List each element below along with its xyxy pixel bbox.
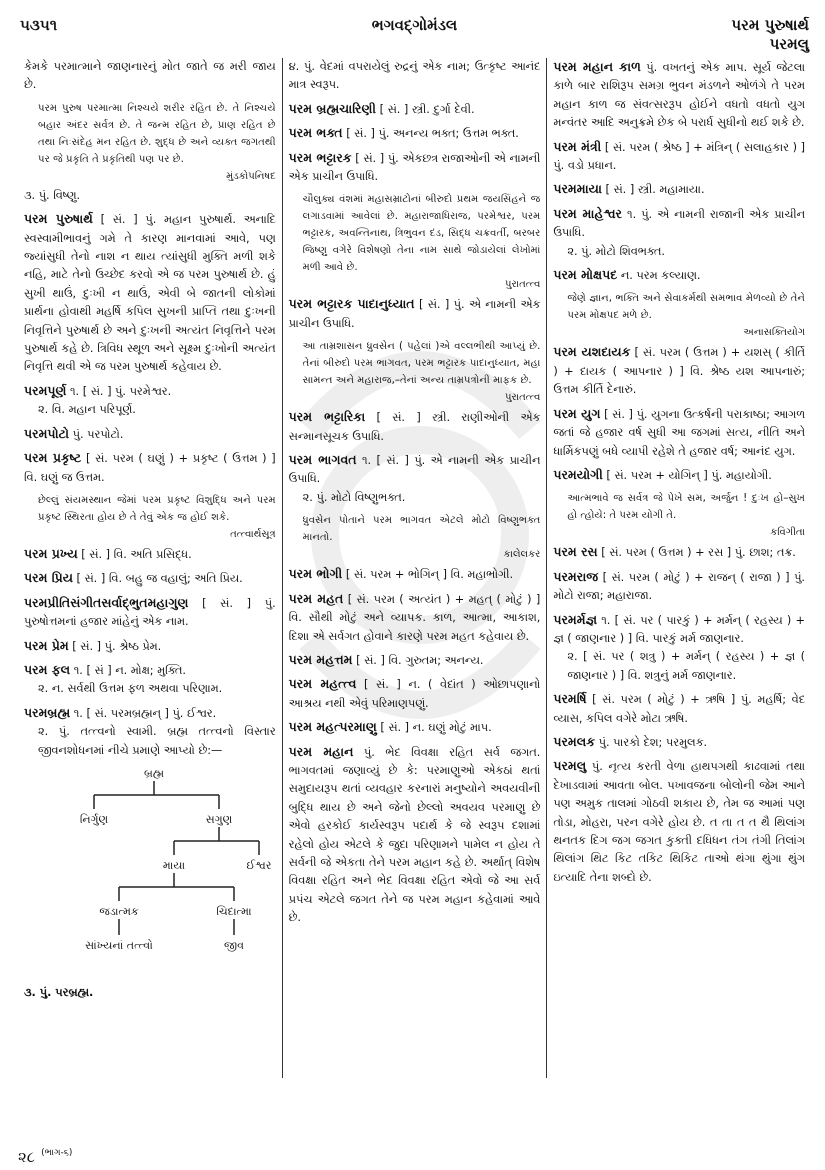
dictionary-entry: [553, 58, 805, 133]
column-1: [18, 58, 282, 1078]
dictionary-entry: [289, 58, 541, 95]
dictionary-entry: [24, 58, 276, 95]
citation-quote: [289, 338, 541, 406]
citation-quote: [289, 512, 541, 563]
dictionary-entry: [289, 295, 541, 333]
entry-headword: પરમ મોક્ષપદ: [553, 267, 618, 283]
entry-headword: પરમ મહત્પરમાણુ: [288, 719, 377, 735]
dictionary-entry: [289, 124, 541, 143]
entry-definition: [ સં. પરમ + ભોગિન્ ] વિ. મહાભોગી.: [345, 568, 514, 582]
entry-definition: [ સં. ] સ્ત્રી. રાણીઓની એક સન્માનસૂચક ઉપાધિ.: [288, 411, 541, 443]
entry-definition: [ સં. પરમ ( ઉત્તમ ) + યશસ્ ( કીર્તિ ) + દાયક ( આપનાર ) ] વિ. શ્રેષ્ઠ યશ આપનારું; ઉત્તમ કીર્તિ દેનારું.: [553, 346, 806, 397]
entry-sub-sense: ૨. પું. મોટો વિષ્ણુભક્ત.: [302, 490, 406, 504]
dictionary-entry: [553, 690, 805, 728]
entry-definition: [ સં. ] ન. ઘણું મોટું માપ.: [380, 721, 492, 735]
dictionary-entry: [24, 545, 276, 564]
quote-text: આ તામ્રશાસન ધ્રુવસેન ( પહેલાં )એ વલ્લભીથી આપ્યું છે. તેનાં બીરુદો પરમ ભાગવત, પરમ ભટ્ટારક પાદાનુધ્યાત, મહા સામન્ત અને મહારાજ,–તેનાં અન્ય તામ્રપત્રોની માફક છે.: [302, 341, 541, 387]
quote-text: જેણે જ્ઞાન, ભક્તિ અને સેવાકર્મથી સમભાવ મેળવ્યો છે તેને પરમ મોક્ષપદ મળે છે.: [567, 293, 806, 322]
entry-headword: પરમ રસ: [553, 544, 598, 560]
entry-sub-sense: ૨. પું. તત્ત્વનો સ્વામી. બ્રહ્મ તત્ત્વનો વિસ્તાર જીવનશોધનમાં નીચે પ્રમાણે આપ્યો છે:—: [38, 725, 276, 757]
dictionary-entry: [289, 743, 541, 928]
entry-definition: [ સં. પરમ ( મોટું ) + રાજન્ ( રાજા ) ] પું. મોટો રાજા; મહારાજા.: [553, 570, 806, 603]
entry-headword: પરમપોટો: [24, 425, 70, 441]
guide-word-first: પરમ પુરુષાર્થ: [731, 16, 809, 34]
citation-quote: [289, 191, 541, 293]
dictionary-entry: [553, 343, 805, 399]
entry-definition: [ સં. પરમ ( અત્યંત ) + મહત્ ( મોટું ) ] વિ. સૌથી મોટું અને વ્યાપક. કાળ, આત્મા, આકાશ, દિશા એ સર્વગત હોવાને કારણે પરમ મહત કહેવાય છે.: [288, 592, 541, 643]
entry-definition: ન. પરમ કલ્યાણ.: [620, 269, 701, 283]
entry-definition: ૧. [ સં ] ન. મોક્ષ; મુક્તિ.: [73, 663, 186, 677]
entry-headword: પરમલુ: [553, 758, 587, 774]
entry-definition: [ સં. ] પું. અનન્ય ભક્ત; ઉત્તમ ભક્ત.: [346, 127, 519, 141]
entry-headword: પરમર્ષિ: [553, 691, 587, 707]
entry-definition: ૧. [ સં. પરમબ્રહ્મન્ ] પું. ઈશ્વર.: [73, 706, 217, 720]
dictionary-entry: [24, 210, 276, 377]
tree-node: સાંખ્યનાં તત્ત્વો: [85, 938, 153, 952]
entry-headword: પરમ પુરુષાર્થ: [24, 211, 93, 227]
entry-definition: [ સં. ] પું. મહાન પુરુષાર્થ. અનાદિ સ્વસ્વામીભાવનું ગમે તે કારણ માનવામાં આવે, પણ જ્યાંસુધી તેનો નાશ ન થાય ત્યાંસુધી મુક્તિ મળી શકે નહિ, માટે તેનો ઉચ્છેદ કરવો એ જ પરમ પુરુષાર્થ છે. હું સુખી થાઉં, દુઃખી ન થાઉં, એવી બે જાતની લોકોમાં પ્રાર્થના હોવાથી મહર્ષિ કપિલ સુખની પ્રાપ્તિ તથા દુઃખની નિવૃત્તિને પુરુષાર્થ છે અને દુઃખની અત્યંત નિવૃત્તિને પરમ પુરુષાર્થ કહે છે. ત્રિવિધ સ્થૂળ અને સૂક્ષ્મ દુઃખોની અત્યંત નિવૃત્તિ થવી એ જ પરમ પુરુષાર્થ કહેવાય છે.: [24, 213, 276, 374]
dictionary-entry: [553, 543, 805, 562]
dictionary-entry: [24, 382, 276, 420]
entry-headword: પરમપ્રીતિસંગીતસર્વાદ્ભુતમહાગુણ: [24, 594, 189, 610]
entry-definition: [ સં. ] પું. પુરુષોત્તમનાં હજાર માંહેનું એક નામ.: [24, 596, 276, 629]
entry-headword: પરમ મહત્ત્વ: [288, 676, 357, 692]
dictionary-entry: [553, 205, 805, 261]
page-range: ૫૩૫૧: [20, 16, 58, 34]
dictionary-entry: [24, 594, 276, 632]
dictionary-entry: [553, 180, 805, 199]
entry-headword: પરમ મહાન કાળ: [553, 59, 641, 74]
entry-headword: પરમ માહેશ્વર: [553, 205, 622, 221]
entry-definition: પું. ભેદ વિવક્ષા રહિત સર્વ જગત. ભાગવતમાં જણાવ્યું છે કે: પરમાણુઓ એકઠાં થતાં સમુદાયરૂપ થતાં વ્યવહાર કરનારાં મનુષ્યોને અવયવીની બુદ્ધિ થાય છે અને જેનો છેલ્લો અવયવ પરમાણુ છે એવો હરકોઈ કાર્યસ્વરૂપ પદાર્થ કે જે સ્વરૂપ દશામાં રહેલો હોય એટલે કે જુદા પરિણામને પામેલ ન હોય તે સર્વની જે એકતા તેને પરમ મહાન કહે છે. અર્થાત્ વિશેષ વિવક્ષા રહિત અને ભેદ વિવક્ષા રહિત એવો જે આ સર્વ પ્રપંચ એટલે જગત તેને જ પરમ મહાન કહેવામાં આવે છે.: [288, 745, 541, 925]
entry-definition: ૧. [ સં. ] પું. પરમેશ્વર.: [70, 384, 172, 398]
entry-headword: પરમ પ્રકૃષ્ટ: [24, 450, 82, 466]
entry-definition: [ સં. ] સ્ત્રી. દુર્ગા દેવી.: [379, 102, 475, 116]
dictionary-entry: [553, 266, 805, 285]
entry-headword: પરમ મહાન: [288, 743, 354, 759]
dictionary-entry: [289, 408, 541, 446]
entry-sense-3: ૩. પું. પરબ્રહ્મ.: [24, 985, 94, 999]
guide-words: [731, 16, 809, 54]
page-number: ૨૮: [18, 1148, 36, 1166]
entry-definition: ૧. [ સં. પર ( પારકું ) + મર્મન્ ( રહસ્ય ) + જ્ઞ ( જાણનાર ) ] વિ. પારકું મર્મ જાણનાર.: [553, 613, 806, 645]
entry-definition: ૩. પું. વિષ્ણુ.: [24, 188, 81, 202]
tree-node: માયા: [162, 858, 186, 872]
entry-definition: [ સં. પરમ ( ઉત્તમ ) + રસ ] પું. છાશ; તક્ર.: [601, 546, 796, 560]
entry-definition: [ સં. ] પું. એકછત્ર રાજાઓની એ નામની એક પ્રાચીન ઉપાધિ.: [288, 151, 541, 184]
entry-definition: ૪. પું. વેદમાં વપરાયેલું રુદ્રનું એક નામ; ઉત્કૃષ્ટ આનંદ માત્ર સ્વરૂપ.: [288, 60, 541, 92]
citation-source: કવિગીતા: [770, 527, 806, 539]
tree-node: જડાત્મક: [99, 904, 139, 918]
entry-headword: પરમબ્રહ્મ: [24, 704, 71, 720]
dictionary-entry: [24, 425, 276, 444]
citation-source: કાલેલકર: [503, 549, 541, 561]
tree-node: નિર્ગુણ: [79, 812, 109, 826]
entry-definition: [ સં. પરમ ( ઘણું ) + પ્રકૃષ્ટ ( ઉત્તમ ) ] વિ. ઘણું જ ઉત્તમ.: [24, 452, 276, 484]
entry-definition: [ સં. ] પું. યુગના ઉત્કર્ષની પરાકાષ્ઠા; આગળ જતાં જે હજાર વર્ષ સુધી આ જગમાં સત્ય, નીતિ અને ધાર્મિકપણું બધે વ્યાપી રહેશે તે હજાર વર્ષ; આનંદ યુગ.: [553, 407, 806, 458]
entry-definition: પું. નૃત્ય કરતી વેળા હાથપગથી કાઢવામાં તથા દેખાડવામાં આવતા બોલ. પખાવજના બોલોની જેમ આને પણ અમુક તાલમાં ગોઠવી શકાય છે, તેમ જ આમાં પણ તોડા, મોહરા, પરન વગેરે હોય છે. ત તા ત ત થૈ થિલાંગ થનતક દિગ જગ જગત કુક્તી દધિધન તંગ તંગી તિલાંગ થિલાંગ થિટ કિટ તકિટ થિકિટ તાઓ થંગા થુંગા થુંગ ઇત્યાદિ તેના શબ્દો છે.: [553, 760, 806, 884]
entry-definition: [ સં. પરમ ( શ્રેષ્ઠ ] + મંત્રિન્ ( સલાહકાર ) ] પું. વડો પ્રધાન.: [553, 140, 806, 173]
entry-definition: પું. પારકો દેશ; પરમુલક.: [598, 735, 708, 749]
book-title: ભગવદ્ગોમંડલ: [371, 16, 458, 34]
entry-definition: [ સં. ] પું. શ્રેષ્ઠ પ્રેમ.: [72, 639, 162, 653]
entry-sub-sense: ૨. વિ. મહાન પરિપૂર્ણ.: [38, 403, 136, 417]
entry-definition: [ સં. ] ન. ( વેદાંત ) ઓછાપણાનો આશ્રય નથી એવું પરિમાણપણું.: [288, 678, 541, 710]
entry-definition: ૧. [ સં. ] પું. એ નામની એક પ્રાચીન ઉપાધિ.: [288, 454, 541, 486]
entry-headword: પરમ પ્રખ્ય: [24, 545, 78, 561]
entry-headword: પરમ પ્રિય: [24, 570, 73, 586]
dictionary-entry: [553, 138, 805, 176]
entry-headword: પરમ ભાગવત: [288, 452, 357, 468]
dictionary-entry: [553, 568, 805, 606]
quote-text: ચૌલુક્ય વંશમાં મહાસમ્રાટોનાં બીરુદો પ્રથમ જયસિંહને જ લગાડવામાં આવેલાં છે. મહારાજાધિરાજ, પરમેશ્વર, પરમ ભટ્ટારક, અવન્તિનાથ, ત્રિભુવન દંડ, સિદ્ધ ચક્રવર્તી, બરબર જિષ્ણુ વગેરે વિશેષણો તેના નામ સાથે જોડાયેલાં લેખોમાં મળી આવે છે.: [302, 194, 541, 274]
entry-headword: પરમ ભટ્ટારક પાદાનુધ્યાત: [288, 296, 415, 312]
dictionary-entry: [289, 149, 541, 187]
citation-quote: [24, 492, 276, 543]
guide-word-last: પરમલુ: [769, 35, 809, 53]
quote-text: છેલ્લું સંયમસ્થાન જેમાં પરમ પ્રકૃષ્ટ વિશુદ્ધિ અને પરમ પ્રકૃષ્ટ સ્થિરતા હોય છે તે તેવું એક જ હોઈ શકે.: [38, 494, 276, 523]
tree-node: બ્રહ્મ: [144, 766, 164, 780]
entry-sub-sense: ૨. પું. મોટો શિવભક્ત.: [567, 244, 665, 258]
entry-headword: પરમ ભટ્ટારક: [288, 149, 352, 165]
entry-headword: પરમપૂર્ણ: [24, 382, 67, 398]
entry-headword: પરમ મંત્રી: [553, 138, 602, 154]
citation-source: પુરાતત્ત્વ: [505, 392, 541, 404]
entry-headword: પરમમાયા: [553, 181, 602, 197]
dictionary-entry: [553, 405, 805, 461]
entry-definition: પું. પરપોટો.: [72, 427, 124, 441]
citation-source: મુંડકોપનિષદ: [226, 170, 276, 182]
entry-definition: [ સં. ] વિ. ગુરુતમ; અનન્ય.: [356, 653, 484, 667]
citation-source: તત્ત્વાર્થસૂત્ર: [230, 528, 276, 540]
citation-quote: [24, 100, 276, 185]
dictionary-entry: [24, 661, 276, 699]
entry-headword: પરમ ભટ્ટારિકા: [288, 409, 366, 425]
entry-definition: પું. વખતનું એક માપ. સૂર્ય જેટલા કાળે બાર રાશિરૂપ સમગ્ર ભુવન મંડળને ઓળંગે તે પરમ મહાન કાળ જ સંવત્સરરૂપ હોઈને વધતો વધતો યુગ મન્વંતર આદિ અનુક્રમે છેક બે પરાર્ધ સુધીનો થઈ શકે છે.: [553, 61, 806, 130]
entry-headword: પરમર્મજ્ઞ: [553, 611, 598, 627]
quote-text: ધ્રુવસેન પોતાને પરમ ભાગવત એટલે મોટો વિષ્ણુભક્ત માનતો.: [302, 515, 541, 544]
dictionary-columns: [18, 58, 811, 1078]
dictionary-entry: [289, 590, 541, 646]
dictionary-entry: [289, 718, 541, 737]
volume-label: (ભાગ-૬): [41, 1148, 73, 1158]
dictionary-entry: [553, 757, 805, 887]
entry-definition: [ સં. પરમ + યોગિન્ ] પું. મહાયોગી.: [606, 468, 772, 482]
entry-definition: [ સં. પરમ ( મોટું ) + ઋષિ ] પું. મહર્ષિ; વેદ વ્યાસ, કપિલ વગેરે મોટા ઋષિ.: [553, 693, 806, 725]
column-2: [282, 58, 547, 1078]
entry-headword: પરમ યશદાયક: [553, 344, 631, 360]
page-footer: [18, 1148, 72, 1166]
quote-text: આત્મભાવે જ સર્વત્ર જે પેખે સમ, અર્જુન ! દુઃખ હો–સુખ હો ત્હોયે: તે પરમ યોગી તે.: [567, 493, 806, 522]
entry-headword: પરમ ભક્ત: [288, 125, 343, 141]
entry-headword: પરમ મહત: [288, 590, 344, 606]
entry-sub-sense: ૨. [ સં. પર ( શત્રુ ) + મર્મન્ ( રહસ્ય ) + જ્ઞ ( જાણનાર ) ] વિ. શત્રુનું મર્મ જાણનાર.: [567, 650, 806, 682]
entry-definition: ૧. પું. એ નામની રાજાની એક પ્રાચીન ઉપાધિ.: [553, 207, 806, 240]
entry-headword: પરમરાજ: [553, 568, 599, 584]
tree-node: સગુણ: [205, 812, 233, 826]
entry-headword: પરમ બ્રહ્મચારિણી: [288, 100, 376, 116]
dictionary-entry: [24, 449, 276, 487]
entry-headword: પરમ પ્રેમ: [24, 637, 69, 653]
entry-definition: [ સં. ] સ્ત્રી. મહામાયા.: [605, 183, 705, 197]
entry-definition: કેમકે પરમાત્માને જાણનારનું મોત જાતે જ મરી જાય છે.: [24, 60, 276, 92]
tree-node: ચિદાત્મા: [216, 904, 252, 918]
dictionary-entry: [289, 565, 541, 584]
entry-definition: [ સં. ] પું. એ નામની એક પ્રાચીન ઉપાધિ.: [288, 298, 541, 330]
dictionary-entry: [24, 637, 276, 656]
entry-headword: પરમ મહત્તમ: [288, 651, 353, 667]
page-header: [20, 14, 809, 54]
entry-sub-sense: ૨. ન. સર્વથી ઉત્તમ ફળ અથવા પરિણામ.: [38, 682, 223, 696]
dictionary-entry: [553, 466, 805, 485]
column-3: [546, 58, 811, 1078]
dictionary-entry: [553, 611, 805, 686]
brahma-tree-diagram: [24, 765, 276, 980]
entry-headword: પરમ યુગ: [553, 405, 601, 421]
quote-text: પરમ પુરુષ પરમાત્મા નિશ્ચયે શરીર રહિત છે. તે નિશ્ચયે બહાર અંદર સર્વત્ર છે. તે જન્મ રહિત છે, પ્રાણ રહિત છે તથા નિઃસંદેહ મન રહિત છે. શુદ્ધ છે અને વ્યક્ત જગતથી પર જે પ્રકૃતિ તે પ્રકૃતિથી પણ પર છે.: [38, 102, 276, 165]
entry-headword: પરમ ભોગી: [288, 566, 343, 582]
dictionary-entry: [24, 187, 276, 205]
tree-node: જીવ: [224, 938, 244, 952]
entry-headword: પરમયોગી: [553, 466, 603, 482]
dictionary-entry: [289, 675, 541, 713]
entry-definition: [ સં. ] વિ. અતિ પ્રસિદ્ધ.: [81, 547, 192, 561]
citation-quote: [553, 290, 805, 341]
entry-definition: [ સં. ] વિ. બહુ જ વહાલું; અતિ પ્રિય.: [76, 572, 243, 586]
citation-source: અનાસક્તિયોગ: [743, 327, 806, 339]
citation-quote: [553, 490, 805, 541]
tree-node: ઈશ્વર: [246, 858, 272, 872]
dictionary-entry: [289, 651, 541, 670]
dictionary-entry: [24, 704, 276, 760]
dictionary-entry: [553, 733, 805, 752]
citation-source: પુરાતત્ત્વ: [505, 279, 541, 291]
entry-headword: પરમ ફલ: [24, 661, 71, 677]
dictionary-entry: [24, 569, 276, 588]
dictionary-entry: [289, 451, 541, 507]
dictionary-entry: [289, 100, 541, 119]
entry-headword: પરમલક: [553, 733, 596, 749]
